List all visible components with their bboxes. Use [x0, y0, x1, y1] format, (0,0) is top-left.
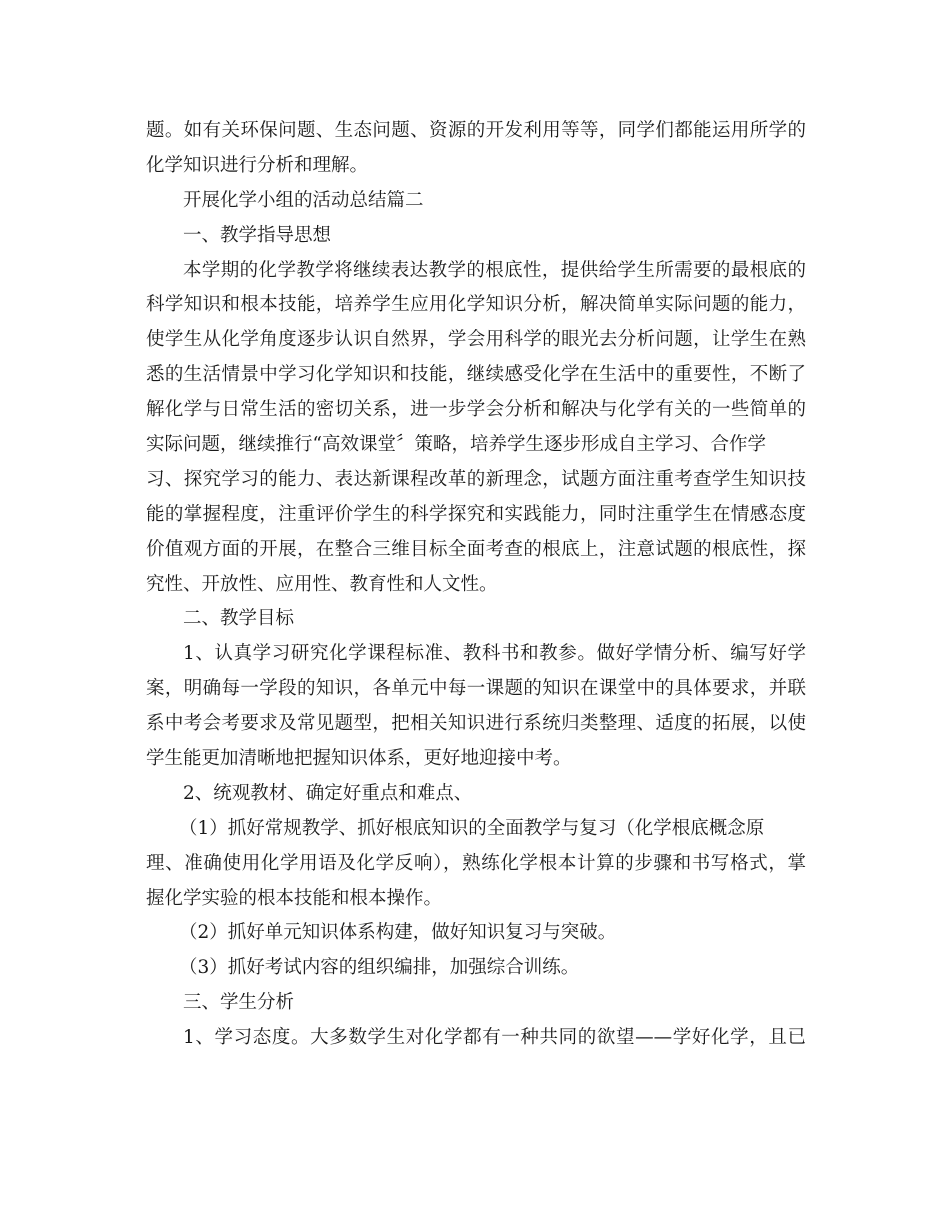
text-line: 究性、开放性、应用性、教育性和人文性。: [146, 573, 498, 595]
text-line: 习、探究学习的能力、表达新课程改革的新理念，试题方面注重考查学生知识技: [146, 468, 806, 490]
text-line: 解化学与日常生活的密切关系，进一步学会分析和解决与化学有关的一些简单的: [146, 399, 806, 421]
text-line: 本学期的化学教学将继续表达教学的根底性，提供给学生所需要的最根底的: [183, 259, 806, 281]
text-line: 2、统观教材、确定好重点和难点、: [183, 782, 473, 804]
text-line: 价值观方面的开展，在整合三维目标全面考查的根底上，注意试题的根底性，探: [146, 538, 806, 560]
text-line: 系中考会考要求及常见题型，把相关知识进行系统归类整理、适度的拓展，以使: [146, 713, 806, 735]
text-line: 能的掌握程度，注重评价学生的科学探究和实践能力，同时注重学生在情感态度: [146, 503, 806, 525]
text-line: 学生能更加清晰地把握知识体系，更好地迎接中考。: [146, 748, 572, 770]
text-line: 握化学实验的根本技能和根本操作。: [146, 887, 443, 909]
text-line: 题。如有关环保问题、生态问题、资源的开发利用等等，同学们都能运用所学的: [146, 120, 806, 141]
text-line: 化学知识进行分析和理解。: [146, 154, 369, 176]
text-line: 使学生从化学角度逐步认识自然界，学会用科学的眼光去分析问题，让学生在熟: [146, 329, 806, 351]
document-body: [146, 114, 806, 1056]
text-line: （1）抓好常规教学、抓好根底知识的全面教学与复习（化学根底概念原: [179, 817, 765, 839]
section-heading: 三、学生分析: [183, 992, 295, 1014]
text-line: 案，明确每一学段的知识，各单元中每一课题的知识在课堂中的具体要求，并联: [146, 678, 806, 700]
text-line: 1、认真学习研究化学课程标准、教科书和教参。做好学情分析、编写好学: [183, 643, 806, 665]
text-line: 科学知识和根本技能，培养学生应用化学知识分析，解决简单实际问题的能力，: [146, 294, 806, 316]
text-line: 悉的生活情景中学习化学知识和技能，继续感受化学在生活中的重要性，不断了: [146, 364, 806, 386]
section-heading: 一、教学指导思想: [183, 224, 332, 246]
section-title: 开展化学小组的活动总结篇二: [183, 189, 424, 211]
text-line: 1、学习态度。大多数学生对化学都有一种共同的欲望——学好化学，且已: [183, 1027, 806, 1049]
text-line: 理、准确使用化学用语及化学反响），熟练化学根本计算的步骤和书写格式，掌: [146, 852, 806, 874]
text-line: （2）抓好单元知识体系构建，做好知识复习与突破。: [179, 922, 617, 944]
text-line: （3）抓好考试内容的组织编排，加强综合训练。: [179, 957, 580, 979]
text-line: 实际问题，继续推行“高效课堂〞策略，培养学生逐步形成自主学习、合作学: [146, 434, 766, 456]
section-heading: 二、教学目标: [183, 608, 295, 630]
